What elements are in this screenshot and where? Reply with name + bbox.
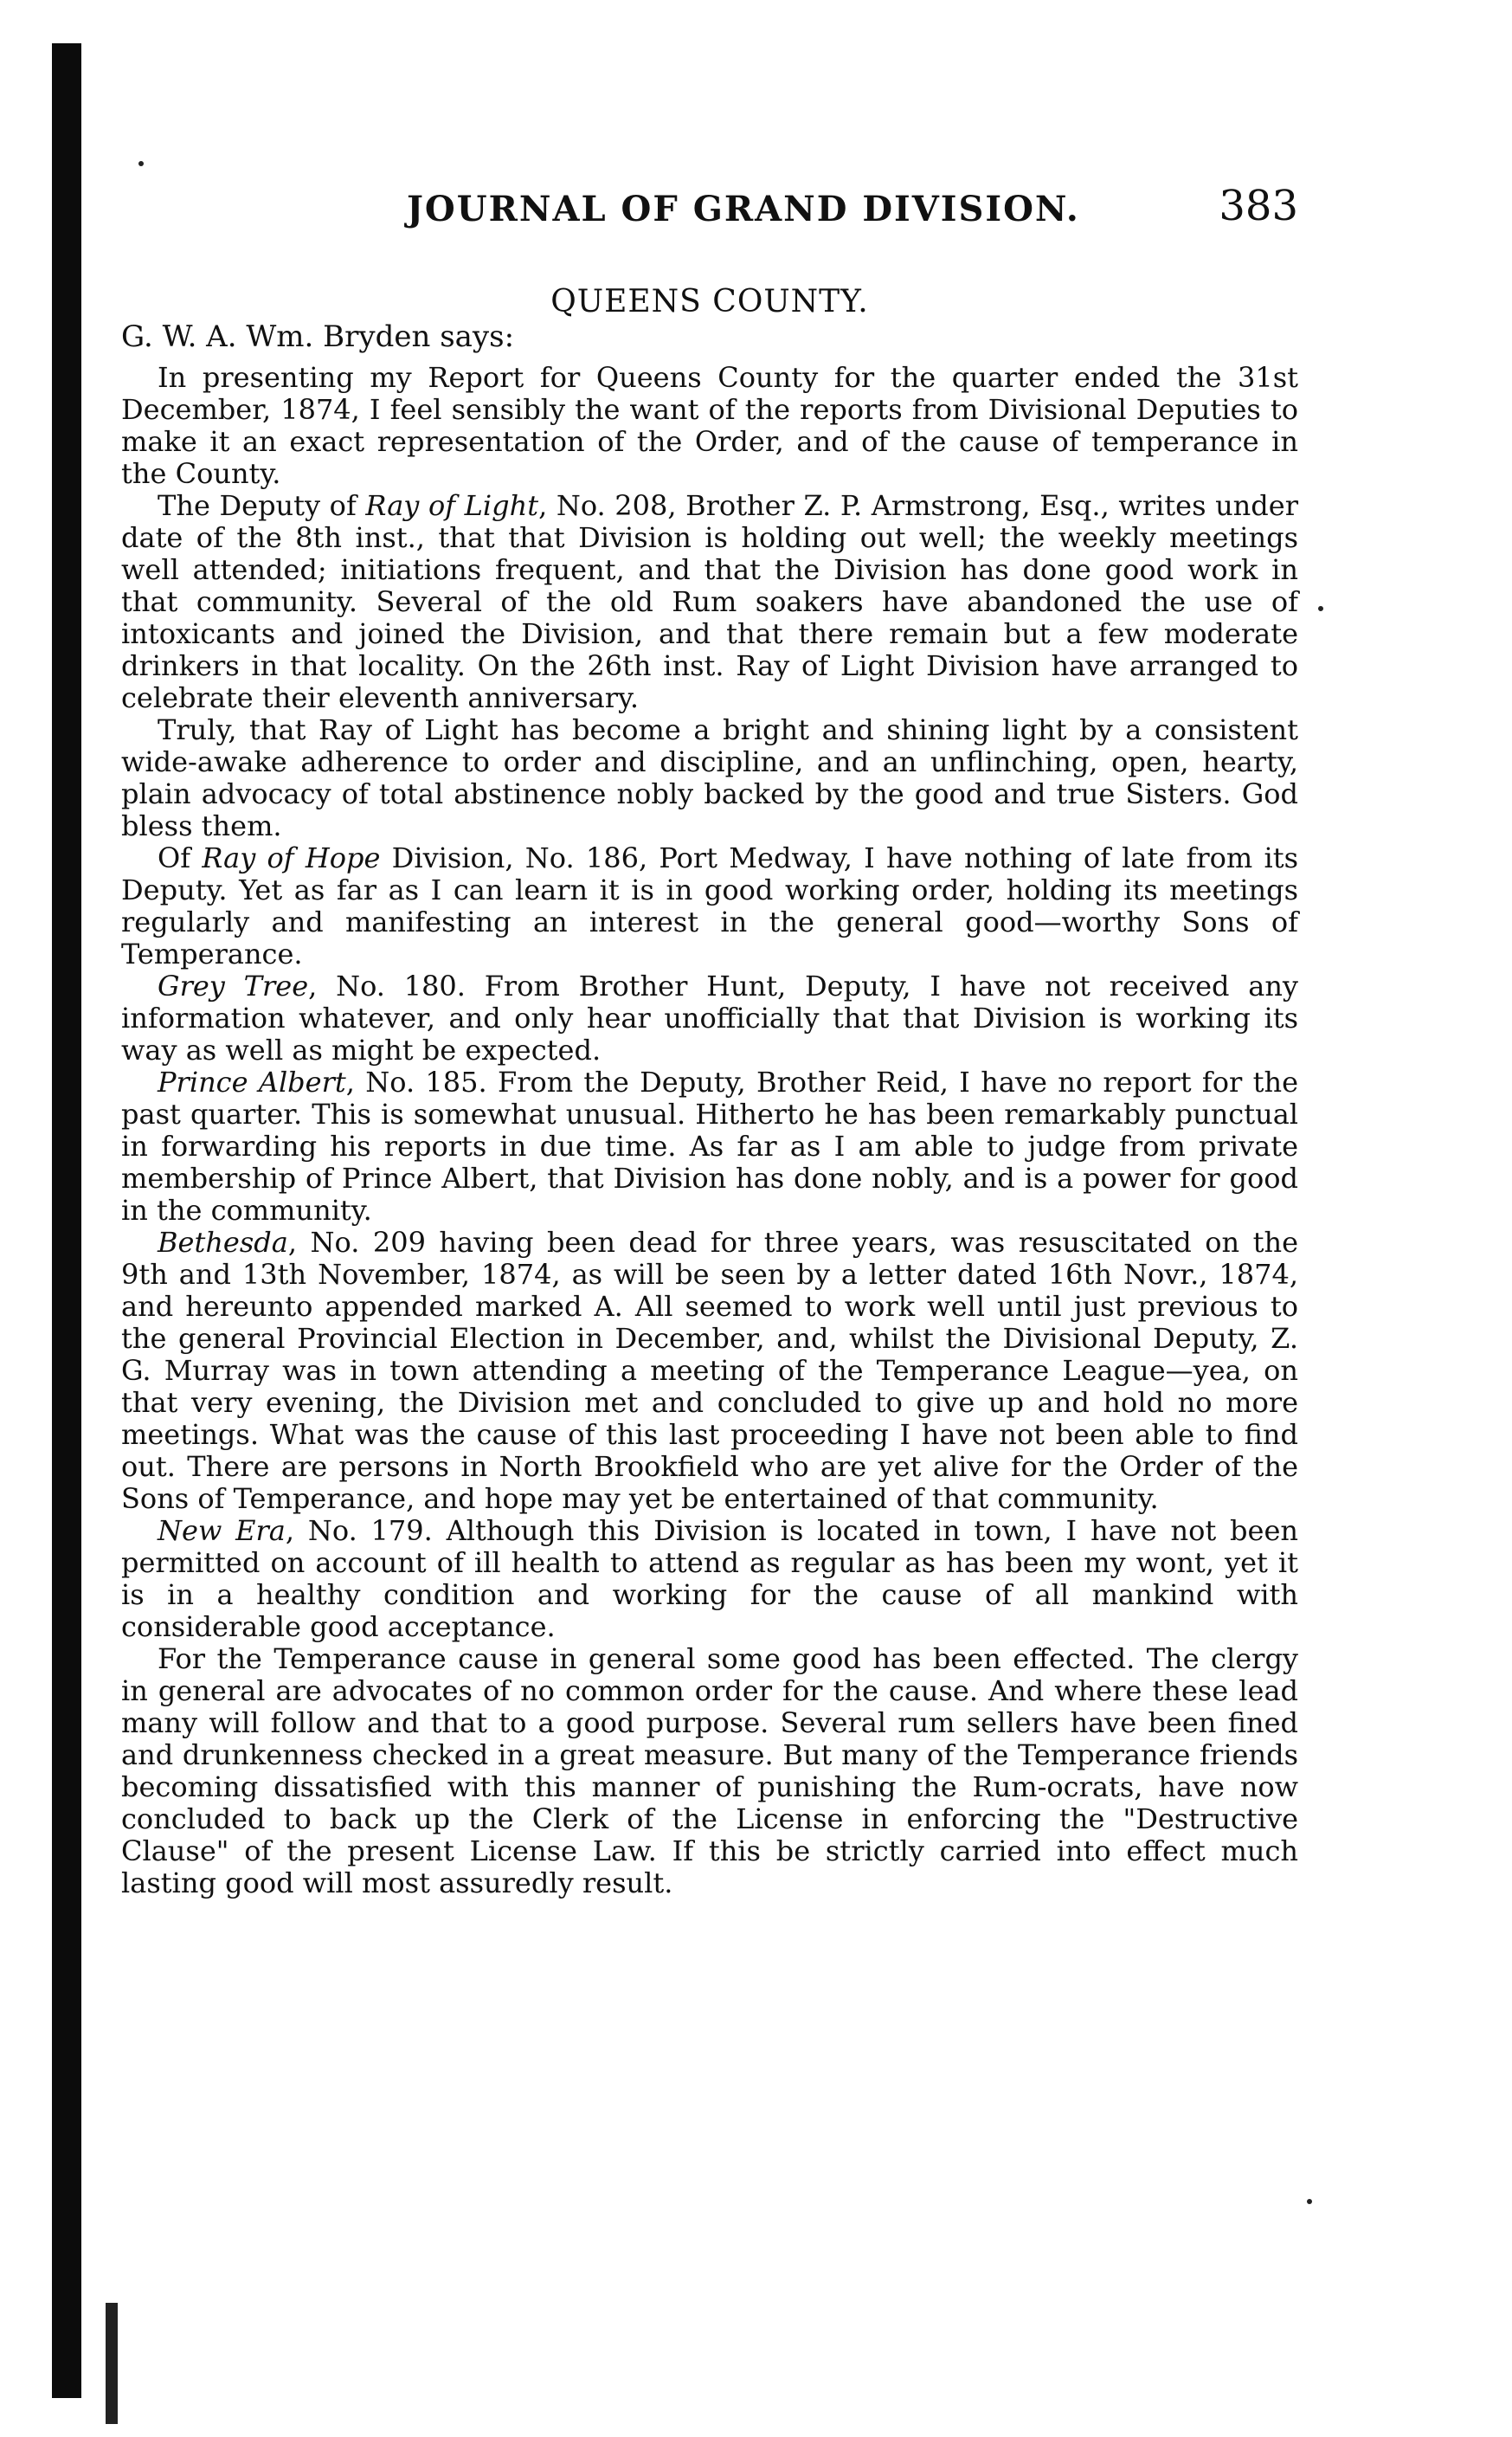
paragraph-text: , No. 209 having been dead for three years, was resuscitated on the 9th and 13th November, 1874, as will be seen by a letter dated 16th Novr., 1874, and hereunto appended marked A. All seemed to work well until just previous to the general Provincial Election in December, and, whilst the Divisional Deputy, Z. G. Murray was in town attending a meeting of the Temperance League—yea, on that very evening, the Division met and concluded to give up and hold no more meetings. What was the cause of this last proceeding I have not been able to find out. There are persons in North Brookfield who are yet alive for the Order of the Sons of Temperance, and hope may yet be entertained of that community. (121, 1226, 1298, 1515)
ink-speck (1307, 2199, 1312, 2204)
running-head: JOURNAL OF GRAND DIVISION. (407, 189, 1080, 229)
paragraph (121, 490, 1298, 714)
binding-edge (52, 43, 81, 2398)
paragraph-lead: The Deputy of (158, 489, 366, 522)
paragraph (121, 842, 1298, 970)
paragraph-text: Truly, that Ray of Light has become a bright and shining light by a consistent wide-awake adherence to order and discipline, and an unflinching, open, hearty, plain advocacy of total abstinence nobly backed by the good and true Sisters. God bless them. (121, 713, 1298, 842)
paragraph-text: , No. 185. From the Deputy, Brother Reid, I have no report for the past quarter. This is somewhat unusual. Hitherto he has been remarkably punctual in forwarding his reports in due time. As far as I am able to judge from private membership of Prince Albert, that Division has done nobly, and is a power for good in the community. (121, 1066, 1299, 1227)
division-name: Bethesda (158, 1226, 288, 1259)
section-heading: QUEENS COUNTY. (550, 284, 869, 319)
paragraph (121, 1515, 1298, 1643)
paragraph (121, 970, 1298, 1067)
paragraph (121, 362, 1298, 490)
paragraph-text: , No. 179. Although this Division is located in town, I have not been permitted on account of ill health to attend as regular as has been my wont, yet it is in a healthy condition and working for the cause of all mankind with considerable good acceptance. (121, 1514, 1298, 1643)
author-line: G. W. A. Wm. Bryden says: (121, 319, 515, 354)
division-name: Ray of Hope (202, 841, 381, 874)
ink-speck (138, 161, 144, 166)
paragraph-lead: Of (158, 841, 203, 874)
page-header (121, 182, 1298, 234)
paragraph (121, 714, 1298, 842)
paragraph (121, 1067, 1298, 1227)
ink-speck (1318, 606, 1323, 611)
paragraph-text: Division, No. 186, Port Medway, I have nothing of late from its Deputy. Yet as far as I can learn it is in good working order, holding its meetings regularly and manifesting an interest in the general good—worthy Sons of Temperance. (121, 841, 1299, 970)
paragraph-text: , No. 180. From Brother Hunt, Deputy, I have not received any information whatever, and only hear unofficially that that Division is working its way as well as might be expected. (121, 970, 1299, 1067)
paragraph-text: For the Temperance cause in general some good has been effected. The clergy in general are advocates of no common order for the cause. And where these lead many will follow and that to a good purpose. Several rum sellers have been fined and drunkenness checked in a great measure. But many of the Temperance friends becoming dissatisfied with this manner of punishing the Rum-ocrats, have now concluded to back up the Clerk of the License in enforcing the "Destructive Clause" of the present License Law. If this be strictly carried into effect much lasting good will most assuredly result. (121, 1642, 1298, 1899)
page-number: 383 (1219, 182, 1298, 230)
division-name: New Era (158, 1514, 286, 1547)
paragraph-text: , No. 208, Brother Z. P. Armstrong, Esq., writes under date of the 8th inst., that that Division is holding out well; the weekly meetings well attended; initiations frequent, and that the Division has done good work in that community. Several of the old Rum soakers have abandoned the use of intoxicants and joined the Division, and that there remain but a few moderate drinkers in that locality. On the 26th inst. Ray of Light Division have arranged to celebrate their eleventh anniversary. (121, 489, 1299, 714)
paragraph-text: In presenting my Report for Queens County for the quarter ended the 31st December, 1874, I feel sensibly the want of the reports from Divisional Deputies to make it an exact representation of the Order, and of the cause of temperance in the County. (121, 361, 1298, 490)
paragraph (121, 1227, 1298, 1515)
paragraph (121, 1643, 1298, 1899)
division-name: Prince Albert (158, 1066, 346, 1099)
division-name: Grey Tree (158, 970, 309, 1003)
page-body (121, 286, 1298, 1899)
division-name: Ray of Light (365, 489, 539, 522)
binding-shadow (106, 2303, 118, 2424)
